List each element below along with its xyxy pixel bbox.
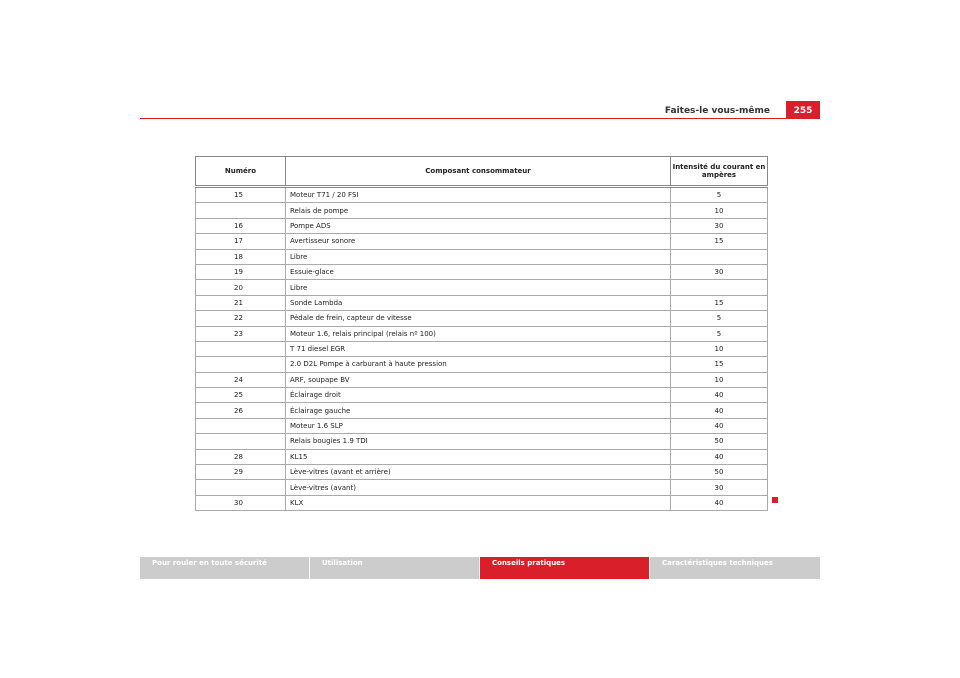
header-numero: Numéro bbox=[196, 157, 286, 187]
amperage: 40 bbox=[671, 449, 768, 464]
table-row bbox=[196, 372, 768, 387]
table-row bbox=[196, 249, 768, 264]
table-row bbox=[196, 203, 768, 218]
amperage: 30 bbox=[671, 480, 768, 495]
amperage: 30 bbox=[671, 264, 768, 279]
component-name: Moteur 1.6, relais principal (relais nº 100) bbox=[286, 326, 671, 341]
component-name: T 71 diesel EGR bbox=[286, 341, 671, 356]
component-name: Avertisseur sonore bbox=[286, 234, 671, 249]
table-row bbox=[196, 311, 768, 326]
table-header-row bbox=[196, 157, 768, 187]
table-row bbox=[196, 403, 768, 418]
footer-tab-utilisation[interactable]: Utilisation bbox=[310, 557, 479, 579]
fuse-number: 25 bbox=[196, 388, 286, 403]
component-name: KL15 bbox=[286, 449, 671, 464]
fuse-table bbox=[195, 156, 768, 511]
fuse-number: 19 bbox=[196, 264, 286, 279]
amperage: 10 bbox=[671, 203, 768, 218]
fuse-number: 21 bbox=[196, 295, 286, 310]
table-row bbox=[196, 449, 768, 464]
fuse-number bbox=[196, 357, 286, 372]
amperage bbox=[671, 280, 768, 295]
component-name: Pédale de frein, capteur de vitesse bbox=[286, 311, 671, 326]
fuse-number: 28 bbox=[196, 449, 286, 464]
component-name: Éclairage gauche bbox=[286, 403, 671, 418]
table-row bbox=[196, 465, 768, 480]
component-name: Sonde Lambda bbox=[286, 295, 671, 310]
component-name: 2.0 D2L Pompe à carburant à haute pression bbox=[286, 357, 671, 372]
table-row bbox=[196, 280, 768, 295]
table-row bbox=[196, 218, 768, 233]
footer-tab-conseils[interactable]: Conseils pratiques bbox=[480, 557, 649, 579]
fuse-number: 22 bbox=[196, 311, 286, 326]
fuse-number: 17 bbox=[196, 234, 286, 249]
header-composant: Composant consommateur bbox=[286, 157, 671, 187]
amperage: 5 bbox=[671, 311, 768, 326]
page-section-title: Faites-le vous-même bbox=[664, 106, 770, 116]
amperage: 40 bbox=[671, 495, 768, 510]
fuse-number: 26 bbox=[196, 403, 286, 418]
amperage: 10 bbox=[671, 372, 768, 387]
fuse-number bbox=[196, 418, 286, 433]
component-name: ARF, soupape BV bbox=[286, 372, 671, 387]
table-row bbox=[196, 341, 768, 356]
header-divider bbox=[140, 118, 820, 119]
component-name: Lève-vitres (avant) bbox=[286, 480, 671, 495]
footer-tab-caracteristiques[interactable]: Caractéristiques techniques bbox=[650, 557, 820, 579]
amperage: 40 bbox=[671, 403, 768, 418]
table-row bbox=[196, 388, 768, 403]
fuse-number bbox=[196, 434, 286, 449]
component-name: Moteur 1.6 SLP bbox=[286, 418, 671, 433]
fuse-number: 15 bbox=[196, 187, 286, 203]
table-row bbox=[196, 264, 768, 279]
fuse-number bbox=[196, 203, 286, 218]
table-row bbox=[196, 326, 768, 341]
component-name: Relais bougies 1.9 TDI bbox=[286, 434, 671, 449]
fuse-number: 18 bbox=[196, 249, 286, 264]
amperage: 5 bbox=[671, 187, 768, 203]
component-name: Essuie-glace bbox=[286, 264, 671, 279]
fuse-number: 24 bbox=[196, 372, 286, 387]
amperage: 15 bbox=[671, 295, 768, 310]
table-row bbox=[196, 495, 768, 510]
component-name: Libre bbox=[286, 249, 671, 264]
fuse-number bbox=[196, 341, 286, 356]
amperage: 5 bbox=[671, 326, 768, 341]
amperage: 15 bbox=[671, 234, 768, 249]
amperage: 40 bbox=[671, 388, 768, 403]
table-row bbox=[196, 234, 768, 249]
amperage: 30 bbox=[671, 218, 768, 233]
table-row bbox=[196, 187, 768, 203]
header-intensite: Intensité du courant en ampères bbox=[671, 157, 768, 187]
amperage bbox=[671, 249, 768, 264]
footer-tab-securite[interactable]: Pour rouler en toute sécurité bbox=[140, 557, 309, 579]
fuse-number: 16 bbox=[196, 218, 286, 233]
section-end-marker bbox=[772, 497, 778, 503]
fuse-number: 30 bbox=[196, 495, 286, 510]
fuse-number: 23 bbox=[196, 326, 286, 341]
amperage: 50 bbox=[671, 434, 768, 449]
table-row bbox=[196, 418, 768, 433]
amperage: 50 bbox=[671, 465, 768, 480]
fuse-number: 29 bbox=[196, 465, 286, 480]
component-name: Libre bbox=[286, 280, 671, 295]
amperage: 15 bbox=[671, 357, 768, 372]
component-name: KLX bbox=[286, 495, 671, 510]
component-name: Pompe ADS bbox=[286, 218, 671, 233]
fuse-number: 20 bbox=[196, 280, 286, 295]
table-row bbox=[196, 295, 768, 310]
component-name: Lève-vitres (avant et arrière) bbox=[286, 465, 671, 480]
fuse-number bbox=[196, 480, 286, 495]
table-row bbox=[196, 480, 768, 495]
page-number: 255 bbox=[786, 101, 820, 119]
table-row bbox=[196, 357, 768, 372]
amperage: 40 bbox=[671, 418, 768, 433]
component-name: Éclairage droit bbox=[286, 388, 671, 403]
component-name: Moteur T71 / 20 FSI bbox=[286, 187, 671, 203]
amperage: 10 bbox=[671, 341, 768, 356]
table-row bbox=[196, 434, 768, 449]
component-name: Relais de pompe bbox=[286, 203, 671, 218]
